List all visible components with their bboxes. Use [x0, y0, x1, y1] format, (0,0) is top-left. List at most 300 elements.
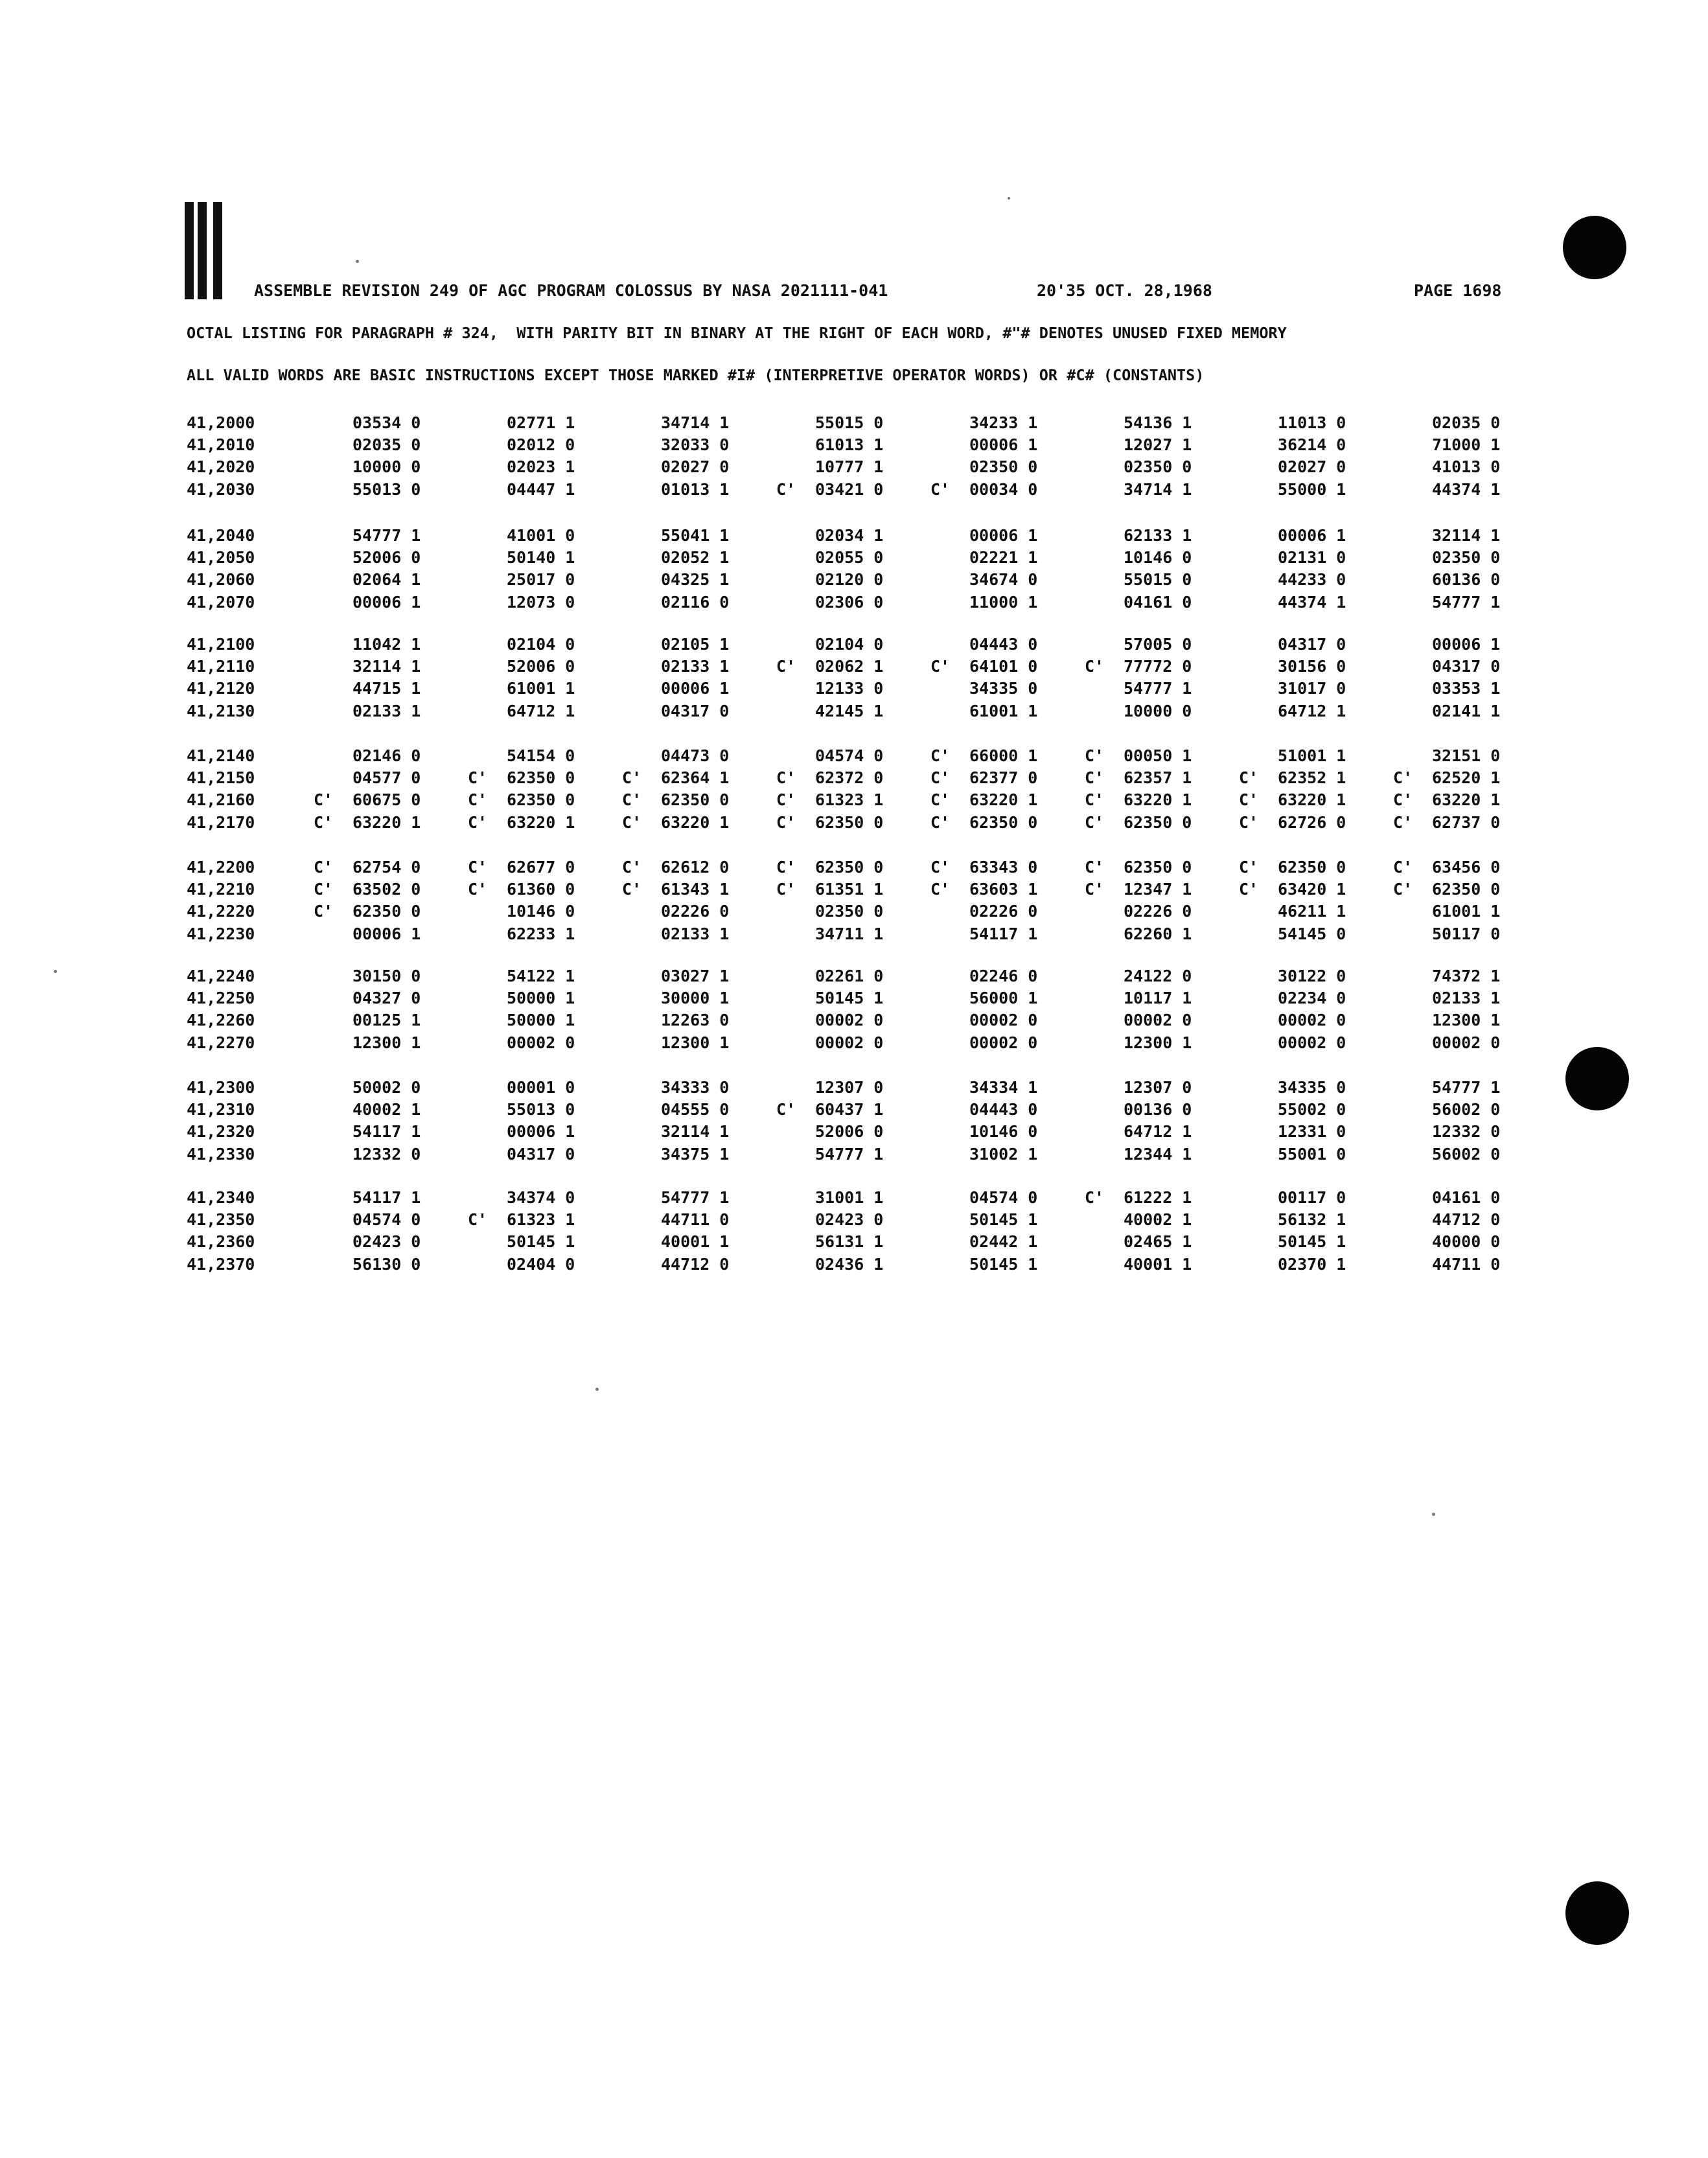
octal-word: 34233 1 [969, 413, 1038, 432]
octal-word-cell [930, 746, 1086, 768]
octal-word: 77772 0 [1124, 657, 1192, 676]
octal-word: 61323 1 [815, 790, 884, 810]
octal-word: 02306 0 [815, 592, 884, 612]
octal-word: 02133 1 [1432, 989, 1501, 1008]
octal-word-cell [622, 480, 778, 502]
octal-word: 02370 1 [1278, 1254, 1346, 1274]
octal-word-cell [930, 1188, 1086, 1210]
octal-word-cell [468, 1011, 623, 1033]
octal-word-cell [468, 702, 623, 724]
constant-marker: C' [1085, 858, 1105, 877]
octal-word: 04161 0 [1124, 592, 1192, 612]
octal-word-cell [1085, 1232, 1240, 1254]
octal-word: 02350 0 [1432, 548, 1501, 568]
octal-word-cell [622, 880, 778, 902]
octal-word-cell [1239, 1145, 1394, 1167]
octal-word: 02105 1 [661, 635, 730, 654]
octal-word: 41013 0 [1432, 457, 1501, 477]
octal-word: 50145 1 [969, 1254, 1038, 1274]
octal-word-cell [622, 1122, 778, 1144]
octal-word: 50117 0 [1432, 924, 1501, 943]
octal-word-cell [314, 989, 469, 1011]
octal-word: 04574 0 [815, 746, 884, 765]
octal-word: 64712 1 [1124, 1122, 1192, 1142]
octal-word: 02027 0 [661, 457, 730, 477]
octal-word-cell [1393, 548, 1549, 570]
octal-word-cell [1393, 657, 1549, 679]
octal-word: 32033 0 [661, 435, 730, 455]
octal-word-cell [776, 413, 932, 435]
octal-word-cell [622, 1011, 778, 1033]
octal-word: 00006 1 [352, 924, 421, 943]
constant-marker: C' [930, 790, 951, 810]
octal-word-cell [468, 657, 623, 679]
octal-word: 12307 0 [815, 1078, 884, 1097]
octal-word: 00006 1 [661, 679, 730, 698]
octal-word-cell [1085, 1255, 1240, 1277]
constant-marker: C' [1085, 812, 1105, 832]
constant-marker: C' [930, 812, 951, 832]
octal-word-cell [776, 1011, 932, 1033]
octal-word-cell [1393, 1210, 1549, 1232]
octal-word: 00002 0 [969, 1011, 1038, 1030]
constant-marker: C' [468, 812, 488, 832]
octal-word: 62726 0 [1278, 812, 1346, 832]
octal-word: 55013 0 [507, 1100, 575, 1119]
octal-word-cell [930, 1122, 1086, 1144]
octal-word-cell [930, 570, 1086, 592]
octal-word: 54777 1 [1432, 1078, 1501, 1097]
octal-word: 61001 1 [969, 701, 1038, 720]
octal-word-cell [468, 1033, 623, 1055]
octal-word-cell [622, 902, 778, 924]
row-address: 41,2370 [187, 1254, 255, 1274]
octal-word-cell [314, 1033, 469, 1055]
octal-word-cell [1239, 526, 1394, 548]
octal-word: 00125 1 [352, 1011, 421, 1030]
octal-word: 44712 0 [1432, 1210, 1501, 1230]
octal-word-cell [1239, 768, 1394, 790]
octal-word: 10000 0 [1124, 701, 1192, 720]
octal-word: 66000 1 [969, 746, 1038, 765]
octal-word: 44374 1 [1432, 479, 1501, 499]
octal-word: 44711 0 [1432, 1254, 1501, 1274]
octal-word-cell [622, 1033, 778, 1055]
octal-word: 50000 1 [507, 1011, 575, 1030]
octal-word: 41001 0 [507, 526, 575, 545]
octal-word: 56000 1 [969, 989, 1038, 1008]
octal-word-cell [1085, 1145, 1240, 1167]
octal-word-cell [314, 746, 469, 768]
octal-word-cell [1393, 593, 1549, 615]
octal-word: 63220 1 [969, 790, 1038, 810]
octal-word-cell [622, 1078, 778, 1100]
octal-word: 00002 0 [815, 1033, 884, 1052]
octal-word: 00050 1 [1124, 746, 1192, 765]
octal-word: 54777 1 [1432, 592, 1501, 612]
octal-word-cell [314, 880, 469, 902]
octal-word-cell [776, 1100, 932, 1122]
octal-word: 54117 1 [352, 1122, 421, 1142]
octal-word-cell [314, 790, 469, 812]
octal-word-cell [314, 902, 469, 924]
octal-word: 50145 1 [815, 989, 884, 1008]
octal-word: 52006 0 [815, 1122, 884, 1142]
octal-word-cell [1393, 967, 1549, 989]
octal-word-cell [622, 570, 778, 592]
octal-word-cell [930, 880, 1086, 902]
octal-word: 12307 0 [1124, 1078, 1192, 1097]
octal-word-cell [1085, 858, 1240, 880]
octal-word-cell [1393, 768, 1549, 790]
octal-word: 02234 0 [1278, 989, 1346, 1008]
octal-word: 02423 0 [352, 1232, 421, 1252]
octal-word: 62350 0 [1124, 812, 1192, 832]
octal-word-cell [1393, 457, 1549, 479]
constant-marker: C' [468, 768, 488, 788]
octal-word-cell [1393, 989, 1549, 1011]
octal-word: 10146 0 [969, 1122, 1038, 1142]
octal-word-cell [930, 548, 1086, 570]
octal-word-cell [1239, 1100, 1394, 1122]
octal-word-cell [1239, 480, 1394, 502]
octal-word: 55013 0 [352, 479, 421, 499]
constant-marker: C' [314, 858, 334, 877]
octal-word: 61360 0 [507, 880, 575, 899]
octal-word-cell [1239, 989, 1394, 1011]
constant-marker: C' [776, 1100, 796, 1119]
octal-word: 34374 0 [507, 1188, 575, 1207]
row-address: 41,2150 [187, 768, 255, 788]
octal-word-cell [1239, 457, 1394, 479]
octal-word: 02062 1 [815, 657, 884, 676]
octal-word: 55000 1 [1278, 479, 1346, 499]
constant-marker: C' [776, 768, 796, 788]
octal-word: 40001 1 [661, 1232, 730, 1252]
row-address: 41,2170 [187, 812, 255, 832]
octal-word: 62260 1 [1124, 924, 1192, 943]
octal-word-cell [1085, 768, 1240, 790]
octal-word: 62377 0 [969, 768, 1038, 788]
print-speck [1432, 1513, 1435, 1516]
octal-word-cell [622, 435, 778, 457]
octal-word-cell [468, 593, 623, 615]
octal-word-cell [776, 746, 932, 768]
octal-word: 02012 0 [507, 435, 575, 455]
octal-word-cell [1393, 526, 1549, 548]
octal-word: 04443 0 [969, 1100, 1038, 1119]
octal-word-cell [468, 924, 623, 947]
constant-marker: C' [622, 790, 642, 810]
octal-word: 44374 1 [1278, 592, 1346, 612]
row-address: 41,2060 [187, 570, 255, 590]
octal-word-cell [1085, 1210, 1240, 1232]
row-address: 41,2320 [187, 1122, 255, 1142]
octal-word-cell [468, 790, 623, 812]
octal-word-cell [622, 526, 778, 548]
octal-word: 12300 1 [1432, 1011, 1501, 1030]
octal-word: 54777 1 [661, 1188, 730, 1207]
octal-word-cell [468, 858, 623, 880]
octal-word: 04555 0 [661, 1100, 730, 1119]
octal-word-cell [930, 1145, 1086, 1167]
octal-word-cell [622, 967, 778, 989]
octal-word: 02350 0 [815, 902, 884, 921]
octal-word-cell [1393, 635, 1549, 657]
octal-word: 04317 0 [1432, 657, 1501, 676]
octal-word-cell [1239, 413, 1394, 435]
octal-word-cell [314, 457, 469, 479]
octal-word: 04443 0 [969, 635, 1038, 654]
octal-word-cell [1393, 902, 1549, 924]
octal-word: 61323 1 [507, 1210, 575, 1230]
octal-word: 61001 1 [1432, 902, 1501, 921]
octal-word: 02226 0 [969, 902, 1038, 921]
octal-word-cell [776, 1122, 932, 1144]
constant-marker: C' [776, 880, 796, 899]
octal-word: 64712 1 [507, 701, 575, 720]
octal-word-cell [1085, 457, 1240, 479]
octal-word: 01013 1 [661, 479, 730, 499]
octal-word-cell [1393, 1188, 1549, 1210]
octal-word-cell [930, 790, 1086, 812]
octal-word-cell [622, 813, 778, 835]
row-address: 41,2050 [187, 548, 255, 568]
octal-word-cell [1239, 635, 1394, 657]
octal-word-cell [776, 1078, 932, 1100]
octal-word: 74372 1 [1432, 967, 1501, 985]
octal-word: 62350 0 [969, 812, 1038, 832]
octal-word: 02133 1 [661, 657, 730, 676]
octal-word-cell [1393, 858, 1549, 880]
octal-word: 00117 0 [1278, 1188, 1346, 1207]
octal-word-cell [468, 1210, 623, 1232]
octal-word-cell [1085, 526, 1240, 548]
octal-word: 40000 0 [1432, 1232, 1501, 1252]
octal-word: 00136 0 [1124, 1100, 1192, 1119]
octal-word-cell [776, 967, 932, 989]
octal-word-cell [622, 679, 778, 701]
octal-word-cell [776, 548, 932, 570]
octal-word-cell [776, 880, 932, 902]
constant-marker: C' [1239, 790, 1259, 810]
octal-word-cell [468, 1078, 623, 1100]
octal-word: 02133 1 [352, 701, 421, 720]
octal-word: 56002 0 [1432, 1144, 1501, 1164]
constant-marker: C' [1085, 790, 1105, 810]
octal-word-cell [622, 924, 778, 947]
octal-word: 64101 0 [969, 657, 1038, 676]
octal-word: 30122 0 [1278, 967, 1346, 985]
octal-word: 02436 1 [815, 1254, 884, 1274]
print-speck [1008, 197, 1010, 200]
octal-word-cell [468, 548, 623, 570]
octal-word-cell [468, 435, 623, 457]
constant-marker: C' [468, 1210, 488, 1230]
row-address: 41,2200 [187, 858, 255, 877]
octal-word-cell [930, 967, 1086, 989]
octal-word: 24122 0 [1124, 967, 1192, 985]
row-address: 41,2330 [187, 1144, 255, 1164]
punch-hole-bottom [1565, 1881, 1629, 1945]
octal-word: 04447 1 [507, 479, 575, 499]
octal-word: 02034 1 [815, 526, 884, 545]
constant-marker: C' [776, 790, 796, 810]
row-address: 41,2020 [187, 457, 255, 477]
octal-word-cell [468, 746, 623, 768]
octal-word: 52006 0 [507, 657, 575, 676]
octal-word-cell [622, 790, 778, 812]
octal-word-cell [930, 480, 1086, 502]
octal-word: 62350 0 [661, 790, 730, 810]
constant-marker: C' [930, 657, 951, 676]
octal-word: 12133 0 [815, 679, 884, 698]
constant-marker: C' [622, 858, 642, 877]
octal-word: 54117 1 [969, 924, 1038, 943]
octal-word-cell [314, 1210, 469, 1232]
octal-word: 11042 1 [352, 635, 421, 654]
octal-word-cell [1085, 1188, 1240, 1210]
octal-word: 32114 1 [1432, 526, 1501, 545]
octal-word-cell [776, 635, 932, 657]
octal-word: 02221 1 [969, 548, 1038, 568]
octal-word-cell [1085, 702, 1240, 724]
octal-word-cell [1085, 790, 1240, 812]
octal-word-cell [776, 435, 932, 457]
row-address: 41,2340 [187, 1188, 255, 1207]
octal-word-cell [930, 902, 1086, 924]
octal-word-cell [776, 1033, 932, 1055]
octal-word: 02146 0 [352, 746, 421, 765]
row-address: 41,2210 [187, 880, 255, 899]
octal-word: 02133 1 [661, 924, 730, 943]
octal-word: 62350 0 [1432, 880, 1501, 899]
constant-marker: C' [622, 768, 642, 788]
octal-word: 60675 0 [352, 790, 421, 810]
constant-marker: C' [1393, 790, 1413, 810]
octal-word-cell [1085, 413, 1240, 435]
octal-word: 50140 1 [507, 548, 575, 568]
octal-word: 02465 1 [1124, 1232, 1192, 1252]
octal-word-cell [1085, 746, 1240, 768]
row-address: 41,2310 [187, 1100, 255, 1119]
constant-marker: C' [1239, 812, 1259, 832]
constant-marker: C' [776, 657, 796, 676]
octal-word-cell [1239, 593, 1394, 615]
octal-word-cell [1393, 1011, 1549, 1033]
octal-word: 00002 0 [1278, 1033, 1346, 1052]
octal-word: 54145 0 [1278, 924, 1346, 943]
octal-word-cell [468, 480, 623, 502]
octal-word-cell [1239, 679, 1394, 701]
octal-word: 63220 1 [661, 812, 730, 832]
octal-word: 03421 0 [815, 479, 884, 499]
constant-marker: C' [468, 880, 488, 899]
octal-word: 56002 0 [1432, 1100, 1501, 1119]
octal-word-cell [314, 679, 469, 701]
octal-word: 00002 0 [969, 1033, 1038, 1052]
octal-word: 40002 1 [352, 1100, 421, 1119]
octal-word-cell [1393, 1255, 1549, 1277]
octal-word: 62737 0 [1432, 812, 1501, 832]
octal-word: 04327 0 [352, 989, 421, 1008]
octal-word: 12263 0 [661, 1011, 730, 1030]
octal-word: 34335 0 [1278, 1078, 1346, 1097]
octal-word: 63220 1 [352, 812, 421, 832]
octal-word: 12331 0 [1278, 1122, 1346, 1142]
octal-word: 36214 0 [1278, 435, 1346, 455]
octal-word: 00002 0 [507, 1033, 575, 1052]
octal-word-cell [1085, 967, 1240, 989]
octal-word-cell [930, 457, 1086, 479]
octal-word: 00006 1 [352, 592, 421, 612]
octal-word-cell [314, 1122, 469, 1144]
header-valid-words: ALL VALID WORDS ARE BASIC INSTRUCTIONS EXCEPT THOSE MARKED #I# (INTERPRETIVE OPERATOR WORDS) OR #C# (CONSTANTS) [187, 366, 1205, 384]
octal-word: 62357 1 [1124, 768, 1192, 788]
octal-word-cell [776, 1145, 932, 1167]
octal-word-cell [1239, 702, 1394, 724]
octal-word-cell [930, 813, 1086, 835]
octal-word-cell [314, 1232, 469, 1254]
octal-word: 44711 0 [661, 1210, 730, 1230]
octal-word: 60136 0 [1432, 570, 1501, 590]
octal-word: 02350 0 [1124, 457, 1192, 477]
octal-word: 34335 0 [969, 679, 1038, 698]
row-address: 41,2350 [187, 1210, 255, 1230]
octal-word-cell [622, 746, 778, 768]
octal-word: 62612 0 [661, 858, 730, 877]
octal-word: 32114 1 [661, 1122, 730, 1142]
octal-word: 63220 1 [1432, 790, 1501, 810]
octal-word: 30000 1 [661, 989, 730, 1008]
octal-word-cell [622, 768, 778, 790]
octal-word: 44233 0 [1278, 570, 1346, 590]
octal-word: 62677 0 [507, 858, 575, 877]
octal-word-cell [930, 924, 1086, 947]
octal-word: 54777 1 [815, 1144, 884, 1164]
octal-word-cell [1085, 1033, 1240, 1055]
octal-word: 02104 0 [507, 635, 575, 654]
octal-word: 44715 1 [352, 679, 421, 698]
constant-marker: C' [468, 790, 488, 810]
octal-word: 00001 0 [507, 1078, 575, 1097]
constant-marker: C' [314, 880, 334, 899]
octal-word-cell [622, 1100, 778, 1122]
octal-word-cell [930, 679, 1086, 701]
octal-word-cell [1085, 593, 1240, 615]
octal-word: 62350 0 [1124, 858, 1192, 877]
octal-word: 31017 0 [1278, 679, 1346, 698]
constant-marker: C' [314, 902, 334, 921]
octal-word: 00002 0 [1278, 1011, 1346, 1030]
octal-word: 00006 1 [507, 1122, 575, 1142]
octal-word-cell [776, 989, 932, 1011]
octal-word: 02771 1 [507, 413, 575, 432]
header-title: ASSEMBLE REVISION 249 OF AGC PROGRAM COLOSSUS BY NASA 2021111-041 [254, 281, 888, 300]
octal-word-cell [930, 1210, 1086, 1232]
constant-marker: C' [1393, 880, 1413, 899]
octal-word: 46211 1 [1278, 902, 1346, 921]
octal-word-cell [776, 1210, 932, 1232]
octal-word: 54136 1 [1124, 413, 1192, 432]
octal-word-cell [468, 1122, 623, 1144]
octal-word: 12073 0 [507, 592, 575, 612]
octal-word: 54777 1 [1124, 679, 1192, 698]
octal-word: 54154 0 [507, 746, 575, 765]
octal-word-cell [468, 967, 623, 989]
octal-word: 63220 1 [1278, 790, 1346, 810]
octal-word-cell [622, 702, 778, 724]
